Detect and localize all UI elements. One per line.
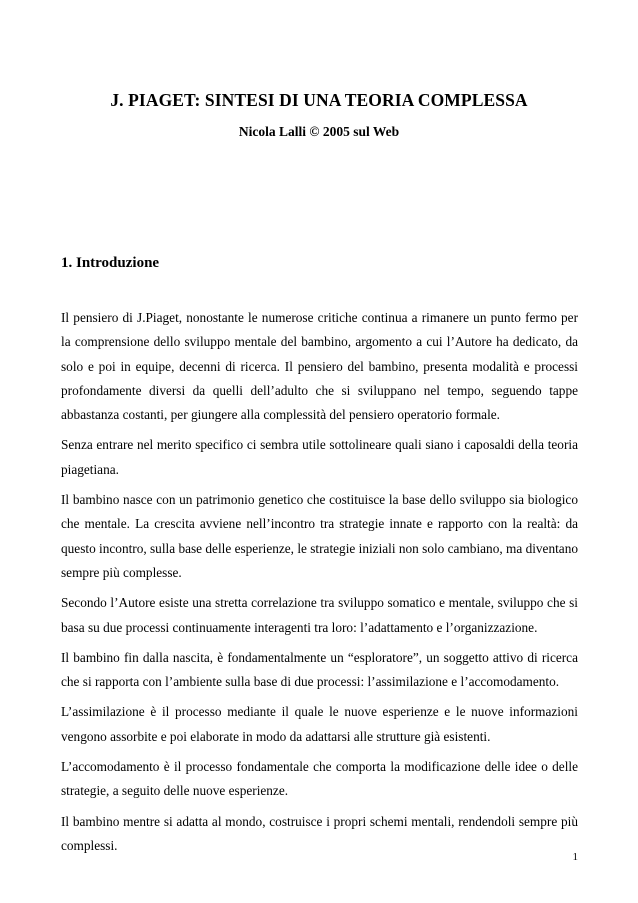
paragraph-7: L’accomodamento è il processo fondamentale che comporta la modificazione delle idee o delle strategie, a seguito delle nuove esperienze. — [61, 759, 578, 799]
author-line: Nicola Lalli © 2005 sul Web — [238, 124, 400, 139]
paragraph-5: Il bambino fin dalla nascita, è fondamentalmente un “esploratore”, un soggetto attivo di ricerca che si rapporta con l’ambiente sulla base di due processi: l’assimilazione e l’accomodamento. — [61, 649, 578, 690]
paragraph-6: L’assimilazione è il processo mediante il quale le nuove esperienze e le nuove informazioni vengono assorbite e poi elaborate in modo da adattarsi alle strutture già esistenti. — [61, 704, 578, 744]
paragraph-1: Il pensiero di J.Piaget, nonostante le numerose critiche continua a rimanere un punto fermo per la comprensione dello sviluppo mentale del bambino, argomento a cui l’Autore ha dedicato, da solo e poi in equipe, decenni di ricerca. Il pensiero del bambino, presenta modalità e processi profondamente diversi da quelli dell’adulto che si sviluppano nel tempo, seguendo tappe abbastanza costanti, per giungere alla complessità del pensiero operatorio formale. — [61, 310, 578, 423]
document-title: J. PIAGET: SINTESI DI UNA TEORIA COMPLESSA — [110, 90, 528, 110]
paragraph-4: Secondo l’Autore esiste una stretta correlazione tra sviluppo somatico e mentale, sviluppo che si basa su due processi continuamente interagenti tra loro: l’adattamento e l’organizzazione. — [61, 595, 578, 635]
paragraph-3: Il bambino nasce con un patrimonio genetico che costituisce la base dello sviluppo sia biologico che mentale. La crescita avviene nell’incontro tra strategie innate e rapporto con la realtà: da questo incontro, sulla base delle esperienze, le strategie iniziali non solo cambiano, ma diventano sempre più complesse. — [61, 492, 578, 580]
page-number: 1 — [572, 851, 578, 863]
body-text — [61, 306, 578, 864]
paragraph-2: Senza entrare nel merito specifico ci sembra utile sottolineare quali siano i caposaldi della teoria piagetiana. — [61, 437, 578, 477]
paragraph-8: Il bambino mentre si adatta al mondo, costruisce i propri schemi mentali, rendendoli sempre più complessi. — [61, 813, 578, 853]
section-heading: 1. Introduzione — [61, 255, 160, 271]
